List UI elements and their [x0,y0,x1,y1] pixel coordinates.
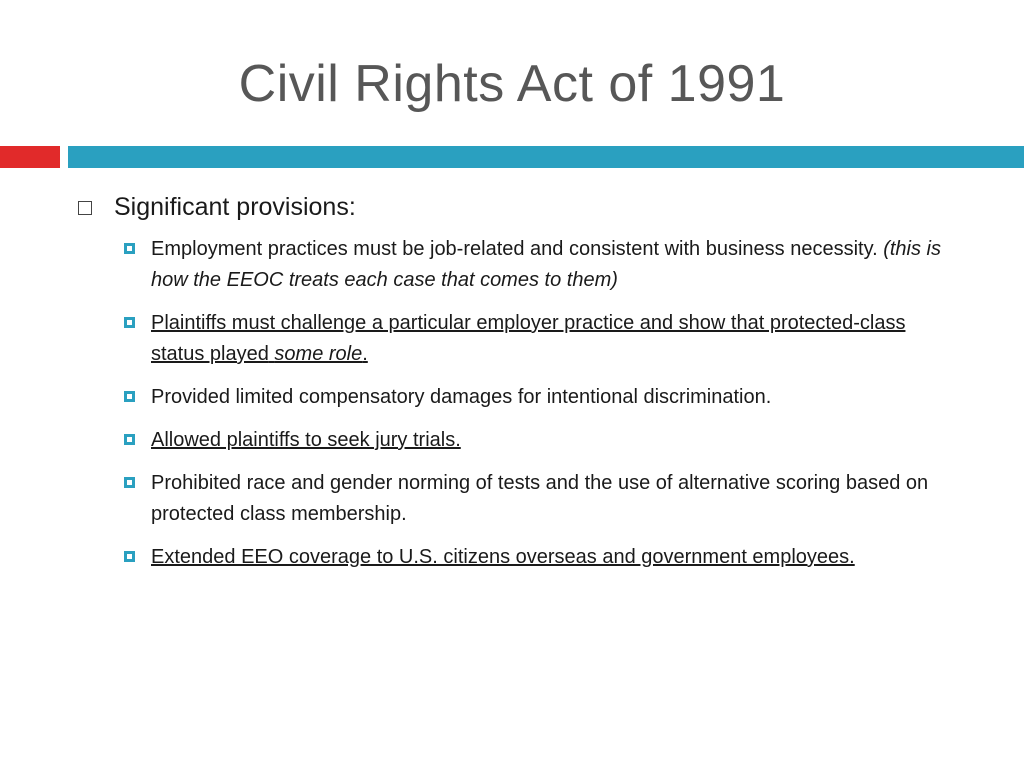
provision-text: Plaintiffs must challenge a particular employer practice and show that protected-class status played [151,312,906,365]
square-bullet-icon [124,434,135,445]
square-bullet-icon [124,243,135,254]
square-bullet-icon [124,477,135,488]
square-bullet-icon [124,391,135,402]
red-accent-bar [0,146,60,168]
provisions-list [124,234,978,573]
provision-emphasis: some role [274,343,363,365]
hollow-square-bullet-icon [78,201,92,215]
provision-end: . [362,343,368,365]
list-item [124,468,978,530]
provisions-heading: Significant provisions: [114,193,356,221]
list-item [124,234,978,296]
blue-accent-bar [68,146,1024,168]
list-item-text [151,234,951,296]
level1-bullet-item [78,190,978,224]
list-item-text: Allowed plaintiffs to seek jury trials. [151,429,461,451]
list-item [124,425,978,456]
list-item-text: Extended EEO coverage to U.S. citizens overseas and government employees. [151,546,855,568]
list-item-text: Prohibited race and gender norming of tests and the use of alternative scoring based on protected class membership. [151,472,929,525]
list-item [124,382,978,413]
list-item [124,542,978,573]
slide-body [78,190,978,585]
slide-title: Civil Rights Act of 1991 [238,55,786,113]
provision-note: (this is how the EEOC treats each case that comes to them) [151,238,941,291]
provision-text: Employment practices must be job-related and consistent with business necessity. [151,238,878,260]
list-item-text [151,308,951,370]
list-item-text: Provided limited compensatory damages for intentional discrimination. [151,386,772,408]
square-bullet-icon [124,317,135,328]
list-item [124,308,978,370]
square-bullet-icon [124,551,135,562]
